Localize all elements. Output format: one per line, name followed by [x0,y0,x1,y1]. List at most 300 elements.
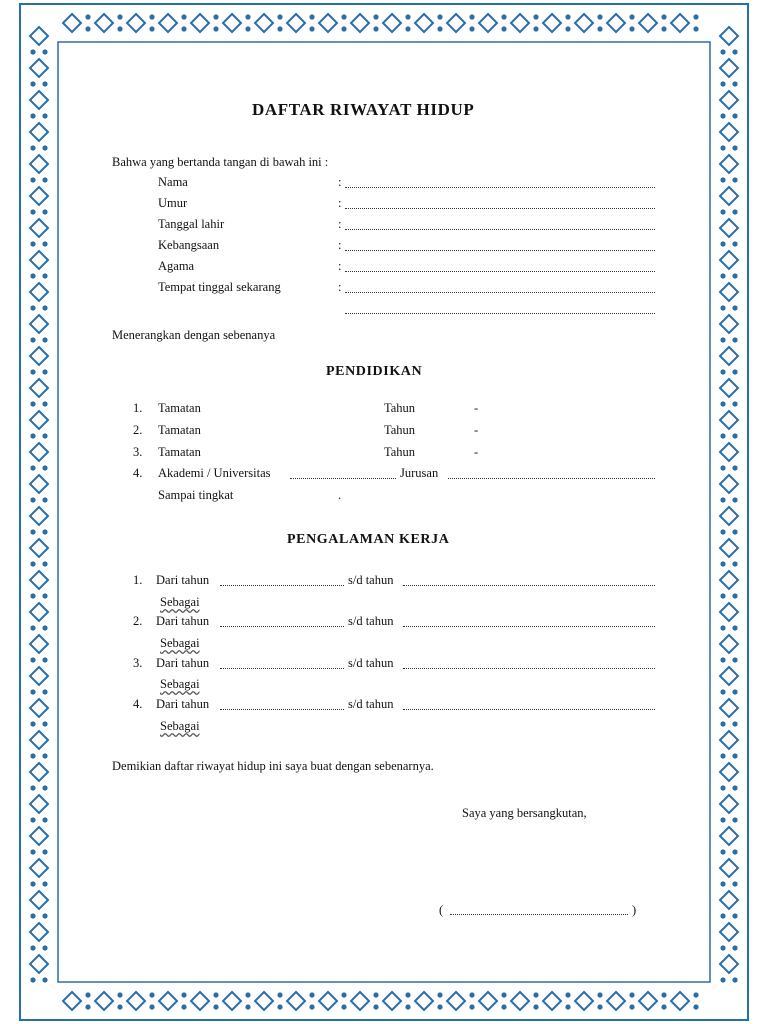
list-number: 2. [133,423,143,437]
diamond-ornament [720,475,738,493]
dot-ornament [213,1004,218,1009]
education-year-label: Tahun [384,423,416,437]
signature-close-paren: ) [632,903,637,917]
field-name-line[interactable] [345,187,655,188]
dot-ornament [720,209,725,214]
dot-ornament [732,305,737,310]
diamond-ornament [720,667,738,685]
dot-ornament [30,145,35,150]
diamond-ornament [319,14,337,32]
dot-ornament [732,401,737,406]
diamond-ornament [720,539,738,557]
work-heading: PENGALAMAN KERJA [287,532,450,547]
field-separator: : [338,238,342,252]
to-year-line[interactable] [403,668,655,669]
signature-line[interactable] [450,914,628,915]
dot-ornament [720,913,725,918]
dot-ornament [732,113,737,118]
dot-ornament [42,977,47,982]
dot-ornament [42,561,47,566]
diamond-ornament [30,891,48,909]
diamond-ornament [30,507,48,525]
diamond-ornament [447,992,465,1010]
dot-ornament [732,753,737,758]
diamond-ornament [720,27,738,45]
field-religion-line[interactable] [345,271,655,272]
dot-ornament [30,849,35,854]
dot-ornament [501,14,506,19]
dot-ornament [30,209,35,214]
dot-ornament [629,14,634,19]
dot-ornament [42,593,47,598]
field-birthdate-label: Tanggal lahir [158,217,225,231]
to-year-label: s/d tahun [348,656,394,670]
diamond-ornament [30,379,48,397]
dot-ornament [42,497,47,502]
diamond-ornament [30,731,48,749]
education-dash: - [474,423,479,437]
dot-ornament [533,992,538,997]
diamond-ornament [720,283,738,301]
dot-ornament [501,26,506,31]
field-separator: : [338,196,342,210]
dot-ornament [732,817,737,822]
dot-ornament [42,753,47,758]
dot-ornament [42,689,47,694]
from-year-label: Dari tahun [156,573,210,587]
dot-ornament [42,209,47,214]
role-label: Sebagai [160,595,200,609]
dot-ornament [213,992,218,997]
diamond-ornament [720,923,738,941]
education-label: Tamatan [158,423,201,437]
field-age-label: Umur [158,196,188,210]
diamond-ornament [30,155,48,173]
diamond-ornament [639,14,657,32]
role-label: Sebagai [160,677,200,691]
diamond-ornament [720,699,738,717]
dot-ornament [732,49,737,54]
diamond-ornament [607,14,625,32]
dot-ornament [42,945,47,950]
education-label: Tamatan [158,401,201,415]
dot-ornament [720,273,725,278]
dot-ornament [565,992,570,997]
dot-ornament [42,273,47,278]
dot-ornament [720,561,725,566]
dot-ornament [30,753,35,758]
diamond-ornament [720,955,738,973]
diamond-ornament [720,347,738,365]
dot-ornament [85,14,90,19]
dot-ornament [30,945,35,950]
dot-ornament [30,401,35,406]
dot-ornament [85,1004,90,1009]
field-address-line[interactable] [345,292,655,293]
diamond-ornament [720,91,738,109]
field-address-line-2[interactable] [345,313,655,314]
dot-ornament [42,241,47,246]
dot-ornament [693,14,698,19]
diamond-ornament [575,14,593,32]
diamond-ornament [720,443,738,461]
dot-ornament [30,817,35,822]
dot-ornament [30,785,35,790]
diamond-ornament [415,992,433,1010]
field-birthdate-line[interactable] [345,229,655,230]
dot-ornament [42,721,47,726]
dot-ornament [42,625,47,630]
university-line[interactable] [290,478,396,479]
diamond-ornament [30,283,48,301]
diamond-ornament [30,59,48,77]
education-heading: PENDIDIKAN [326,364,423,379]
dot-ornament [30,721,35,726]
dot-ornament [309,992,314,997]
diamond-ornament [720,507,738,525]
education-year-label: Tahun [384,445,416,459]
diamond-ornament [30,603,48,621]
to-year-line[interactable] [403,709,655,710]
statement-text: Menerangkan dengan sebenanya [112,328,276,342]
dot-ornament [42,817,47,822]
diamond-ornament [720,763,738,781]
dot-ornament [565,14,570,19]
diamond-ornament [191,992,209,1010]
diamond-ornament [720,187,738,205]
dot-ornament [42,657,47,662]
diamond-ornament [287,992,305,1010]
diamond-ornament [95,14,113,32]
dot-ornament [720,785,725,790]
dot-ornament [437,992,442,997]
education-dash: - [474,445,479,459]
list-number: 1. [133,401,143,415]
dot-ornament [42,785,47,790]
diamond-ornament [447,14,465,32]
role-label: Sebagai [160,719,200,733]
dot-ornament [309,14,314,19]
dot-ornament [629,26,634,31]
diamond-ornament [127,14,145,32]
diamond-ornament [30,955,48,973]
diamond-ornament [30,123,48,141]
diamond-ornament [479,992,497,1010]
to-year-line[interactable] [403,626,655,627]
dot-ornament [181,992,186,997]
dot-ornament [533,14,538,19]
dot-ornament [42,81,47,86]
from-year-line[interactable] [220,668,344,669]
dot-ornament [149,992,154,997]
dot-ornament [661,992,666,997]
dot-ornament [42,177,47,182]
diamond-ornament [63,14,81,32]
dot-ornament [533,1004,538,1009]
dot-ornament [732,177,737,182]
dot-ornament [732,625,737,630]
dot-ornament [469,992,474,997]
field-separator: : [338,217,342,231]
education-label: Tamatan [158,445,201,459]
dot-ornament [181,26,186,31]
closing-text: Demikian daftar riwayat hidup ini saya buat dengan sebenarnya. [112,759,434,773]
dot-ornament [661,1004,666,1009]
diamond-ornament [159,14,177,32]
dot-ornament [720,593,725,598]
diamond-ornament [720,859,738,877]
to-year-line[interactable] [403,585,655,586]
dot-ornament [277,14,282,19]
dot-ornament [42,145,47,150]
from-year-line[interactable] [220,709,344,710]
dot-ornament [245,14,250,19]
dot-ornament [181,1004,186,1009]
to-year-label: s/d tahun [348,614,394,628]
dot-ornament [277,992,282,997]
diamond-ornament [575,992,593,1010]
dot-ornament [30,305,35,310]
dot-ornament [30,977,35,982]
dot-ornament [30,689,35,694]
dot-ornament [732,81,737,86]
dot-ornament [42,337,47,342]
dot-ornament [469,1004,474,1009]
dot-ornament [30,369,35,374]
dot-ornament [405,26,410,31]
dot-ornament [720,401,725,406]
dot-ornament [565,26,570,31]
diamond-ornament [255,992,273,1010]
diamond-ornament [511,14,529,32]
from-year-label: Dari tahun [156,656,210,670]
diamond-ornament [30,347,48,365]
diamond-ornament [720,123,738,141]
diamond-ornament [30,187,48,205]
dot-ornament [30,241,35,246]
diamond-ornament [30,763,48,781]
dot-ornament [720,145,725,150]
diamond-ornament [720,379,738,397]
dot-ornament [85,26,90,31]
field-separator: : [338,259,342,273]
dot-ornament [469,26,474,31]
dot-ornament [732,273,737,278]
dot-ornament [30,465,35,470]
dot-ornament [373,26,378,31]
dot-ornament [117,14,122,19]
dot-ornament [149,14,154,19]
diamond-ornament [159,992,177,1010]
dot-ornament [597,26,602,31]
field-nationality-line[interactable] [345,250,655,251]
diamond-ornament [479,14,497,32]
dot-ornament [661,14,666,19]
diamond-ornament [63,992,81,1010]
dot-ornament [181,14,186,19]
from-year-line[interactable] [220,626,344,627]
dot-ornament [405,14,410,19]
dot-ornament [732,529,737,534]
signature-open-paren: ( [439,903,444,917]
diamond-ornament [720,571,738,589]
dot-ornament [30,913,35,918]
dot-ornament [30,49,35,54]
dot-ornament [85,992,90,997]
dot-ornament [732,241,737,246]
diamond-ornament [30,635,48,653]
diamond-ornament [30,571,48,589]
field-separator: : [338,175,342,189]
diamond-ornament [30,859,48,877]
diamond-ornament [415,14,433,32]
dot-ornament [30,273,35,278]
diamond-ornament [720,635,738,653]
field-separator: : [338,280,342,294]
dot-ornament [213,14,218,19]
dot-ornament [501,992,506,997]
dot-ornament [42,49,47,54]
dot-ornament [373,992,378,997]
dot-ornament [597,1004,602,1009]
from-year-label: Dari tahun [156,697,210,711]
diamond-ornament [543,992,561,1010]
dot-ornament [42,113,47,118]
list-number: 4. [133,697,143,711]
from-year-label: Dari tahun [156,614,210,628]
diamond-ornament [30,27,48,45]
dot-ornament [42,465,47,470]
dot-ornament [661,26,666,31]
dot-ornament [341,992,346,997]
diamond-ornament [720,411,738,429]
field-address-label: Tempat tinggal sekarang [158,280,281,294]
diamond-ornament [30,411,48,429]
dot-ornament [42,913,47,918]
dot-ornament [42,401,47,406]
dot-ornament [720,337,725,342]
list-number: 3. [133,445,143,459]
dot-ornament [720,625,725,630]
field-age-line[interactable] [345,208,655,209]
dot-ornament [341,1004,346,1009]
diamond-ornament [255,14,273,32]
dot-ornament [309,26,314,31]
dot-ornament [469,14,474,19]
dot-ornament [117,1004,122,1009]
dot-ornament [117,992,122,997]
dot-ornament [732,145,737,150]
list-number: 4. [133,466,143,480]
dot-ornament [30,881,35,886]
signature-label: Saya yang bersangkutan, [462,806,587,820]
diamond-ornament [30,923,48,941]
dot-ornament [732,561,737,566]
diamond-ornament [720,603,738,621]
dot-ornament [720,977,725,982]
dot-ornament [42,305,47,310]
dot-ornament [597,992,602,997]
diamond-ornament [720,155,738,173]
from-year-line[interactable] [220,585,344,586]
diamond-ornament [383,14,401,32]
dot-ornament [732,785,737,790]
dot-ornament [405,992,410,997]
major-line[interactable] [448,478,655,479]
dot-ornament [720,529,725,534]
dot-ornament [373,14,378,19]
dot-ornament [437,26,442,31]
diamond-ornament [720,827,738,845]
diamond-ornament [720,251,738,269]
dot-ornament [30,433,35,438]
diamond-ornament [671,992,689,1010]
dot-ornament [597,14,602,19]
list-number: 2. [133,614,143,628]
diamond-ornament [720,219,738,237]
diamond-ornament [30,91,48,109]
field-name-label: Nama [158,175,188,189]
diamond-ornament [223,992,241,1010]
diamond-ornament [30,315,48,333]
dot-ornament [42,369,47,374]
intro-text: Bahwa yang bertanda tangan di bawah ini : [112,155,329,169]
list-number: 1. [133,573,143,587]
diamond-ornament [30,443,48,461]
page-title: DAFTAR RIWAYAT HIDUP [252,100,475,119]
diamond-ornament [671,14,689,32]
dot-ornament [732,433,737,438]
dot-ornament [30,81,35,86]
dot-ornament [720,81,725,86]
dot-ornament [732,209,737,214]
dot-ornament [277,26,282,31]
dot-ornament [732,849,737,854]
dot-ornament [720,689,725,694]
dot-ornament [501,1004,506,1009]
dot-ornament [732,465,737,470]
inner-frame [58,42,710,982]
dot-ornament [720,753,725,758]
dot-ornament [245,1004,250,1009]
dot-ornament [720,305,725,310]
dot-ornament [245,26,250,31]
dot-ornament [720,177,725,182]
dot-ornament [720,241,725,246]
dot-ornament [732,977,737,982]
education-dash: - [474,401,479,415]
dot-ornament [277,1004,282,1009]
diamond-ornament [30,219,48,237]
dot-ornament [42,849,47,854]
dot-ornament [30,497,35,502]
diamond-ornament [30,251,48,269]
role-label: Sebagai [160,636,200,650]
dot-ornament [732,721,737,726]
dot-ornament [373,1004,378,1009]
dot-ornament [117,26,122,31]
dot-ornament [720,881,725,886]
dot-ornament [341,14,346,19]
dot-ornament [720,657,725,662]
level-dot: . [338,488,342,502]
dot-ornament [732,369,737,374]
list-number: 3. [133,656,143,670]
diamond-ornament [30,699,48,717]
education-year-label: Tahun [384,401,416,415]
dot-ornament [693,992,698,997]
diamond-ornament [30,539,48,557]
